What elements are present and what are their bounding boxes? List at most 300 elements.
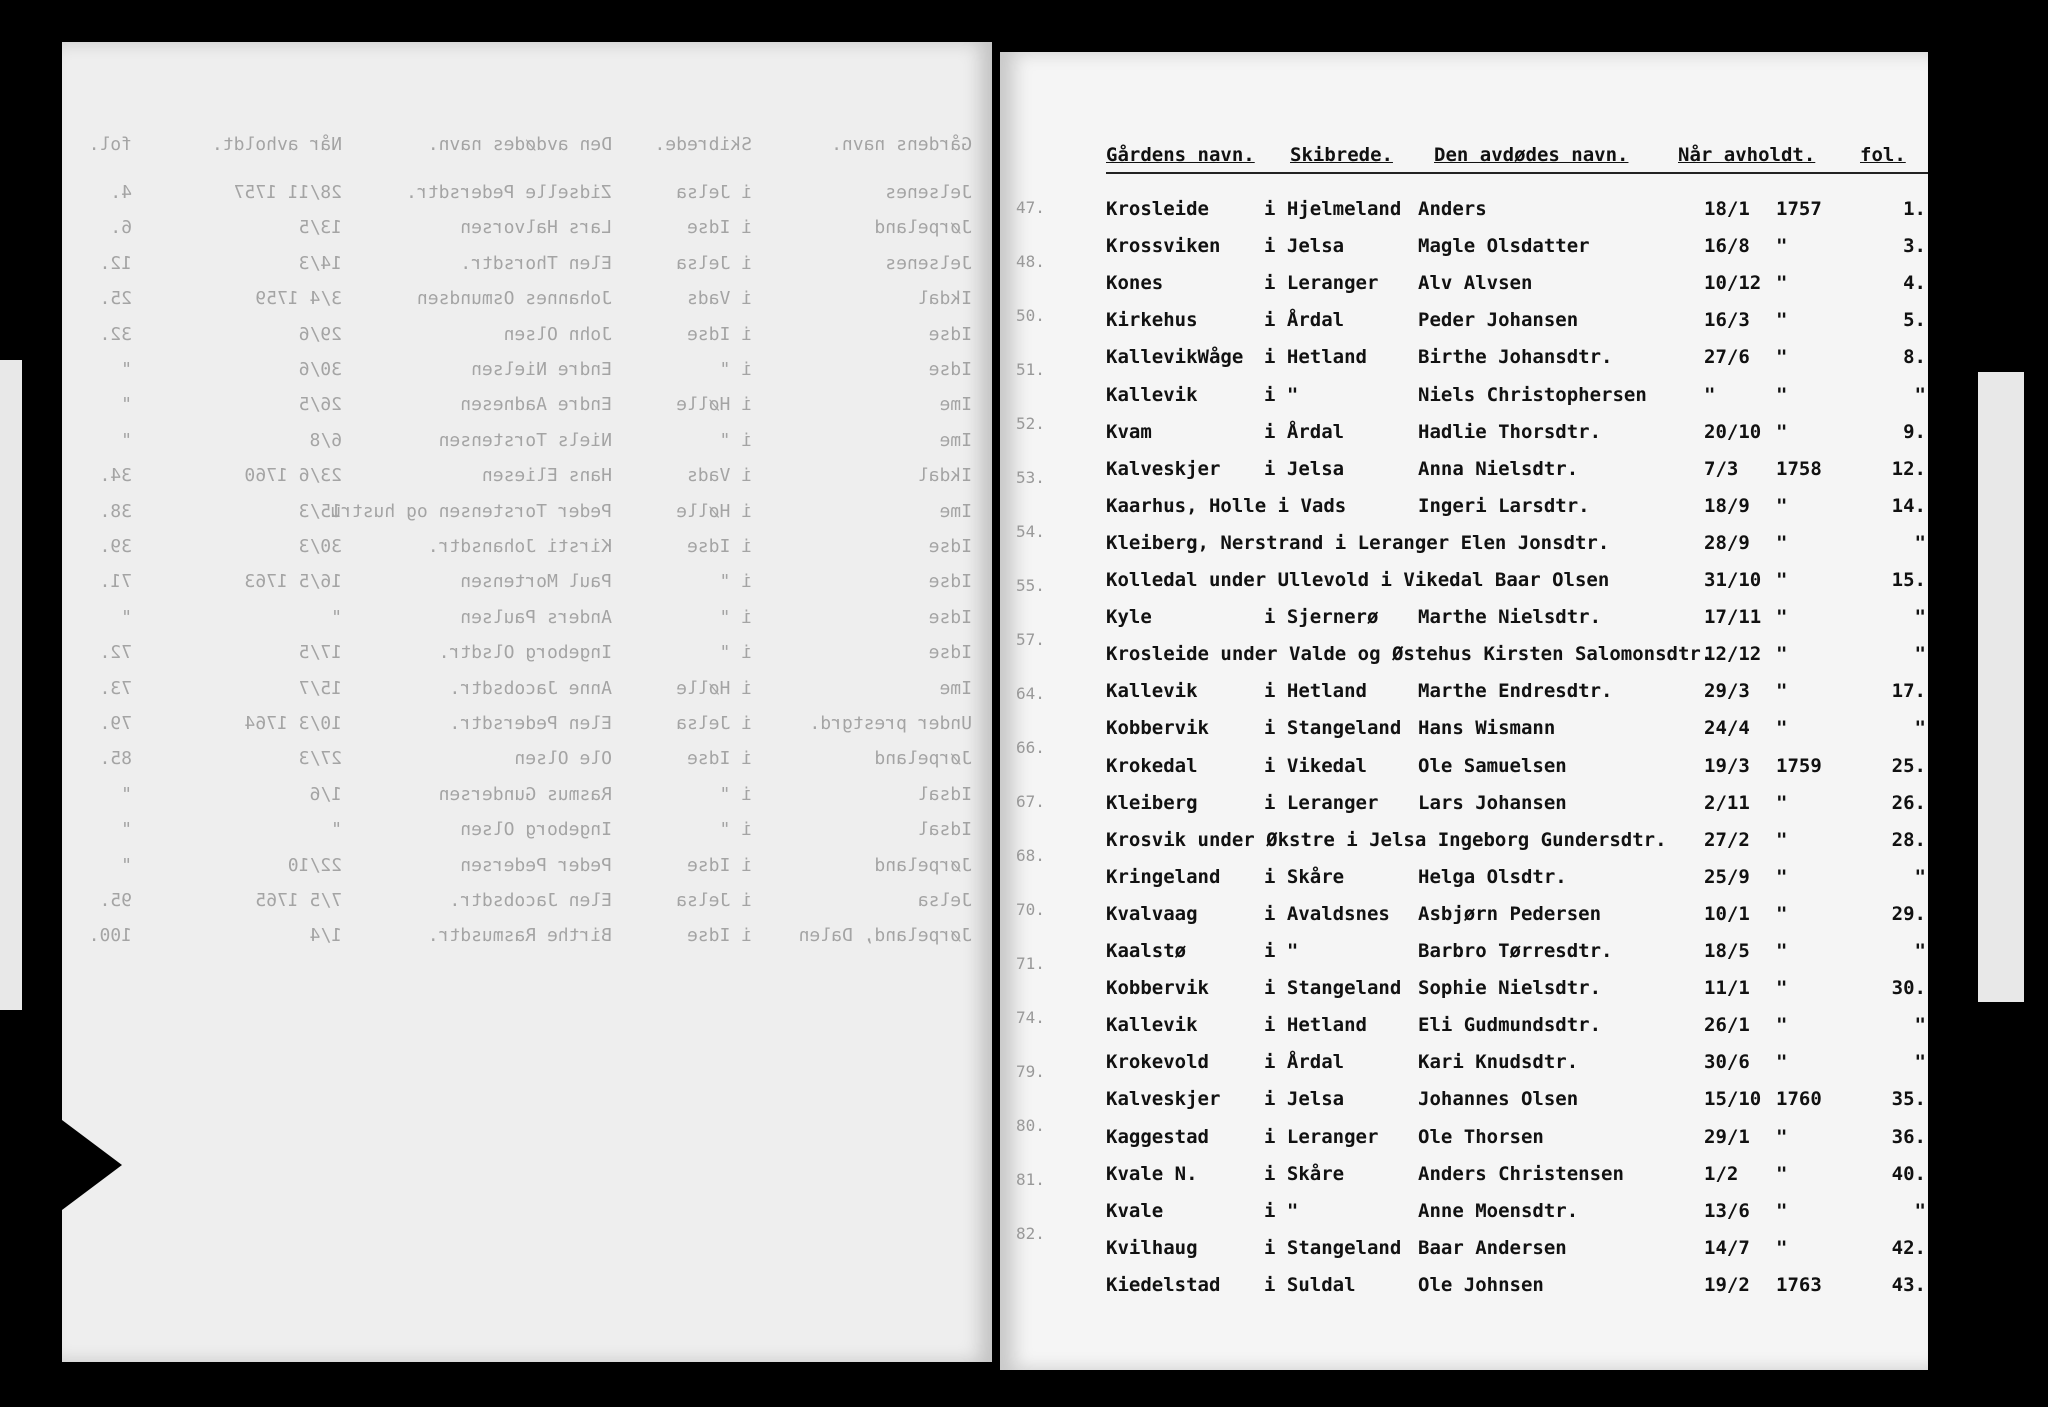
mirrored-cell: Ikdal <box>917 288 972 310</box>
date-held: 28/9 <box>1704 531 1750 554</box>
mirrored-cell: John Olsen <box>503 323 612 345</box>
folio: 9. <box>1903 420 1926 443</box>
mirrored-row <box>62 394 992 418</box>
folio: 17. <box>1891 680 1926 703</box>
date-held: 19/3 <box>1704 754 1750 777</box>
year: 1760 <box>1776 1088 1822 1111</box>
folio: 35. <box>1891 1088 1926 1111</box>
date-held: 10/1 <box>1704 902 1750 925</box>
year: " <box>1776 791 1788 814</box>
mirrored-row <box>62 536 992 560</box>
year: " <box>1776 902 1788 925</box>
mirrored-cell: 79. <box>99 713 132 734</box>
mirrored-cell: i " <box>719 359 752 380</box>
folio: 42. <box>1891 1236 1926 1259</box>
mirrored-cell: Rasmus Gundersen <box>438 783 612 805</box>
folio: " <box>1914 643 1926 666</box>
table-row <box>1000 532 1928 562</box>
deceased-name: Marthe Endresdtr. <box>1418 680 1613 703</box>
deceased-name: Niels Christophersen <box>1418 383 1647 406</box>
year: " <box>1776 828 1788 851</box>
year: " <box>1776 977 1788 1000</box>
mirrored-cell: Elen Thorsdtr. <box>460 252 612 274</box>
deceased-name: Anne Moensdtr. <box>1418 1199 1579 1222</box>
mirrored-row <box>62 819 992 843</box>
deceased-name: Magle Olsdatter <box>1418 235 1590 258</box>
date-held: 25/9 <box>1704 865 1750 888</box>
mirrored-cell: 14/3 <box>298 252 342 274</box>
year: " <box>1776 569 1788 591</box>
mirrored-cell: Ime <box>939 677 972 699</box>
farm-name: Kvilhaug <box>1106 1236 1198 1259</box>
folio: 26. <box>1891 791 1926 814</box>
year: " <box>1776 235 1788 258</box>
mirrored-cell: 72. <box>99 642 132 664</box>
folio: 8. <box>1903 346 1926 369</box>
table-row <box>1000 643 1928 673</box>
folio: 30. <box>1891 977 1926 1000</box>
mirrored-cell: Elen Jacobsdtr. <box>449 890 612 911</box>
year: " <box>1776 1014 1788 1037</box>
mirrored-cell: i Idse <box>686 536 752 557</box>
margin-number: 57. <box>1016 630 1045 649</box>
mirrored-cell: Hans Eliesen <box>481 465 612 487</box>
margin-number: 50. <box>1016 306 1045 325</box>
mirrored-cell: i " <box>719 783 752 805</box>
mirrored-cell: Ime <box>939 394 972 416</box>
mirrored-cell: Peder Pedersen <box>460 854 612 876</box>
mirrored-cell: i Idse <box>686 323 752 345</box>
mirrored-cell: 85. <box>99 748 132 770</box>
mirrored-cell: Elen Pedersdtr. <box>449 713 612 734</box>
mirrored-cell: Jelsa <box>917 890 972 911</box>
mirrored-cell: Ime <box>939 500 972 522</box>
deceased-name: Birthe Johansdtr. <box>1418 346 1613 369</box>
date-held: 15/10 <box>1704 1088 1762 1111</box>
farm-name: Kobbervik <box>1106 977 1209 1000</box>
farm-name: Kringeland <box>1106 865 1221 888</box>
mirrored-cell: Lars Halvorsen <box>460 217 612 239</box>
mirrored-cell: Idse <box>928 642 972 664</box>
header-rule <box>1106 172 1928 174</box>
district: i Stangeland <box>1264 977 1402 1000</box>
table-row <box>1000 1237 1928 1267</box>
district: i Skåre <box>1264 865 1345 888</box>
mirrored-cell: 6/8 <box>309 429 342 451</box>
mirrored-row <box>62 713 992 737</box>
district: i " <box>1264 940 1299 962</box>
mirrored-cell: Idse <box>928 571 972 593</box>
margin-number: 80. <box>1016 1116 1045 1135</box>
farm-name: Kleiberg <box>1106 791 1198 814</box>
date-held: 27/2 <box>1704 828 1750 851</box>
folio: 43. <box>1891 1273 1926 1296</box>
mirrored-cell: 15/7 <box>298 677 342 699</box>
table-row <box>1000 940 1928 970</box>
farm-name: Kiedelstad <box>1106 1273 1221 1296</box>
mirrored-cell: 17/5 <box>298 642 342 664</box>
bleed-through-text <box>62 42 992 1362</box>
table-row <box>1000 792 1928 822</box>
deceased-name: Ole Thorsen <box>1418 1125 1544 1148</box>
table-row <box>1000 198 1928 228</box>
table-row <box>1000 717 1928 747</box>
folio: " <box>1914 531 1926 554</box>
folio: 15. <box>1891 569 1926 591</box>
date-held: 18/9 <box>1704 494 1750 517</box>
mirrored-cell: " <box>121 429 132 451</box>
farm-name: Kaggestad <box>1106 1125 1209 1148</box>
date-held: 16/8 <box>1704 235 1750 258</box>
mirrored-cell: 29/6 <box>298 323 342 345</box>
mirrored-header-farm: Gårdens navn. <box>831 134 972 155</box>
date-held: 29/3 <box>1704 680 1750 703</box>
year: " <box>1776 420 1788 443</box>
date-held: 18/1 <box>1704 198 1750 220</box>
margin-number: 82. <box>1016 1224 1045 1243</box>
date-held: 16/3 <box>1704 309 1750 332</box>
year: " <box>1776 383 1788 406</box>
table-row <box>1000 495 1928 525</box>
entry-line: Kaarhus, Holle i Vads <box>1106 494 1347 517</box>
mirrored-cell: Birthe Rasmusdtr. <box>427 925 612 947</box>
farm-name: Kvam <box>1106 420 1152 443</box>
mirrored-cell: 15/3 <box>298 500 342 522</box>
table-row <box>1000 1274 1928 1304</box>
district: i Hetland <box>1264 1014 1367 1037</box>
mirrored-cell: Jelsenes <box>885 182 972 203</box>
mirrored-cell: i Hølle <box>676 394 752 416</box>
margin-number: 52. <box>1016 414 1045 433</box>
district: i Stangeland <box>1264 717 1402 740</box>
mirrored-row <box>62 288 992 312</box>
farm-name: Kvale <box>1106 1199 1164 1222</box>
mirrored-cell: i Jelsa <box>676 713 752 734</box>
farm-name: Kaalstø <box>1106 940 1187 962</box>
deceased-name: Hadlie Thorsdtr. <box>1418 420 1602 443</box>
year: " <box>1776 865 1788 888</box>
entry-line: Krosleide under Valde og Østehus Kirsten Salomonsdtr. <box>1106 643 1713 666</box>
mirrored-row <box>62 182 992 206</box>
farm-name: Kalveskjer <box>1106 1088 1221 1111</box>
farm-name: Kvale N. <box>1106 1162 1198 1185</box>
mirrored-cell: Ingeborg Olsen <box>460 819 612 841</box>
deceased-name: Baar Andersen <box>1418 1236 1567 1259</box>
table-row <box>1000 866 1928 896</box>
header-farm-name: Gårdens navn. <box>1106 144 1255 166</box>
year: " <box>1776 1236 1788 1259</box>
table-row <box>1000 680 1928 710</box>
header-district: Skibrede. <box>1290 144 1393 166</box>
year: 1763 <box>1776 1273 1822 1296</box>
right-edge-strip <box>1978 372 2024 1002</box>
district: i " <box>1264 1199 1299 1222</box>
mirrored-cell: Jørpeland <box>874 748 972 770</box>
left-edge-strip <box>0 360 22 1010</box>
mirrored-row <box>62 607 992 631</box>
date-held: 30/6 <box>1704 1051 1750 1074</box>
mirrored-row <box>62 430 992 454</box>
mirrored-cell: i Idse <box>686 217 752 239</box>
mirrored-cell: Endre Aadnesen <box>460 394 612 416</box>
table-row <box>1000 384 1928 414</box>
table-row <box>1000 1051 1928 1081</box>
mirrored-cell: Peder Torstensen og hustru <box>330 500 612 522</box>
margin-number: 70. <box>1016 900 1045 919</box>
folio: 28. <box>1891 828 1926 851</box>
mirrored-cell: 28/11 1757 <box>233 182 342 203</box>
mirrored-cell: " <box>121 394 132 416</box>
mirrored-cell: i Idse <box>686 854 752 876</box>
mirrored-cell: " <box>121 359 132 380</box>
district: i Årdal <box>1264 309 1345 332</box>
margin-number: 67. <box>1016 792 1045 811</box>
folio: " <box>1914 1051 1926 1074</box>
margin-number: 71. <box>1016 954 1045 973</box>
mirrored-cell: Ole Olsen <box>514 748 612 770</box>
mirrored-cell: 73. <box>99 677 132 699</box>
date-held: 14/7 <box>1704 1236 1750 1259</box>
mirrored-cell: 30/6 <box>298 359 342 380</box>
header-date-held: Når avholdt. <box>1678 144 1816 166</box>
mirrored-cell: i Idse <box>686 748 752 770</box>
mirrored-cell: i Idse <box>686 925 752 947</box>
date-held: 18/5 <box>1704 940 1750 962</box>
deceased-name: Eli Gudmundsdtr. <box>1418 1014 1602 1037</box>
folio: 29. <box>1891 902 1926 925</box>
mirrored-cell: 32. <box>99 323 132 345</box>
folio: 1. <box>1903 198 1926 220</box>
table-row <box>1000 829 1928 859</box>
table-row <box>1000 569 1928 599</box>
folio: 25. <box>1891 754 1926 777</box>
deceased-name: Marthe Nielsdtr. <box>1418 606 1602 629</box>
year: " <box>1776 531 1788 554</box>
farm-name: Kyle <box>1106 606 1152 629</box>
year: 1757 <box>1776 198 1822 220</box>
table-row <box>1000 977 1928 1007</box>
year: " <box>1776 494 1788 517</box>
year: 1759 <box>1776 754 1822 777</box>
date-held: 10/12 <box>1704 272 1762 295</box>
mirrored-cell: i Hølle <box>676 677 752 699</box>
mirrored-row <box>62 784 992 808</box>
mirrored-cell: Idse <box>928 606 972 628</box>
district: i Sjernerø <box>1264 606 1379 629</box>
deceased-name: Helga Olsdtr. <box>1418 865 1567 888</box>
district: i Jelsa <box>1264 1088 1345 1111</box>
mirrored-cell: 16/5 1763 <box>244 571 342 593</box>
year: " <box>1776 346 1788 369</box>
date-held: 31/10 <box>1704 569 1762 591</box>
date-held: 26/1 <box>1704 1014 1750 1037</box>
mirrored-header-deceased: Den avdødes navn. <box>427 134 612 155</box>
mirrored-cell: Idse <box>928 323 972 345</box>
mirrored-cell: Endre Nielsen <box>471 359 612 380</box>
left-page <box>62 42 992 1362</box>
deceased-name: Anders Christensen <box>1418 1162 1624 1185</box>
mirrored-cell: Johannes Osmundsen <box>416 288 612 310</box>
mirrored-cell: Idsal <box>917 783 972 805</box>
year: " <box>1776 309 1788 332</box>
farm-name: Krossviken <box>1106 235 1221 258</box>
district: i Hjelmeland <box>1264 198 1402 220</box>
date-held: 2/11 <box>1704 791 1750 814</box>
mirrored-cell: 10/3 1764 <box>244 713 342 734</box>
year: " <box>1776 606 1788 629</box>
deceased-name: Alv Alvsen <box>1418 272 1533 295</box>
mirrored-row <box>62 890 992 914</box>
date-held: " <box>1704 383 1716 406</box>
date-held: 19/2 <box>1704 1273 1750 1296</box>
mirrored-cell: " <box>121 783 132 805</box>
margin-number: 68. <box>1016 846 1045 865</box>
folio: " <box>1914 717 1926 740</box>
year: " <box>1776 643 1788 666</box>
district: i Skåre <box>1264 1162 1345 1185</box>
margin-number: 53. <box>1016 468 1045 487</box>
year: 1758 <box>1776 457 1822 480</box>
table-row <box>1000 272 1928 302</box>
district: i Vikedal <box>1264 754 1367 777</box>
district: i Avaldsnes <box>1264 902 1390 925</box>
mirrored-cell: Idse <box>928 359 972 380</box>
table-row <box>1000 309 1928 339</box>
folio: " <box>1914 1199 1926 1222</box>
mirrored-cell: 6. <box>110 217 132 239</box>
folio: 3. <box>1903 235 1926 258</box>
margin-number: 47. <box>1016 198 1045 217</box>
mirrored-cell: 23/6 1760 <box>244 465 342 487</box>
mirrored-cell: Ime <box>939 429 972 451</box>
date-held: 27/6 <box>1704 346 1750 369</box>
deceased-name: Peder Johansen <box>1418 309 1579 332</box>
district: i Leranger <box>1264 272 1379 295</box>
table-row <box>1000 1126 1928 1156</box>
mirrored-cell: i Vads <box>686 465 752 487</box>
year: " <box>1776 680 1788 703</box>
margin-number: 66. <box>1016 738 1045 757</box>
mirrored-row <box>62 925 992 949</box>
mirrored-cell: 39. <box>99 536 132 557</box>
mirrored-cell: Anders Paulsen <box>460 606 612 628</box>
folio: 4. <box>1903 272 1926 295</box>
folio: 40. <box>1891 1162 1926 1185</box>
table-row <box>1000 903 1928 933</box>
mirrored-cell: Jørpeland <box>874 854 972 876</box>
mirrored-cell: 12. <box>99 252 132 274</box>
mirrored-cell: 71. <box>99 571 132 593</box>
mirrored-cell: " <box>121 819 132 841</box>
date-held: 1/2 <box>1704 1162 1739 1185</box>
mirrored-row <box>62 324 992 348</box>
table-row <box>1000 346 1928 376</box>
farm-name: Kallevik <box>1106 1014 1198 1037</box>
mirrored-row <box>62 217 992 241</box>
folio: 12. <box>1891 457 1926 480</box>
mirrored-cell: Anne Jacobsdtr. <box>449 677 612 699</box>
mirrored-cell: i Jelsa <box>676 182 752 203</box>
mirrored-cell: " <box>331 819 342 841</box>
folio: " <box>1914 865 1926 888</box>
mirrored-cell: Zidselle Pedersdtr. <box>406 182 612 203</box>
date-held: 11/1 <box>1704 977 1750 1000</box>
table-row <box>1000 235 1928 265</box>
mirrored-row <box>62 855 992 879</box>
year: " <box>1776 1199 1788 1222</box>
mirrored-cell: Ikdal <box>917 465 972 487</box>
margin-number: 81. <box>1016 1170 1045 1189</box>
farm-name: Kalveskjer <box>1106 457 1221 480</box>
district: i Leranger <box>1264 1125 1379 1148</box>
table-row <box>1000 606 1928 636</box>
table-row <box>1000 1163 1928 1193</box>
right-page <box>1000 52 1928 1370</box>
mirrored-row <box>62 465 992 489</box>
table-row <box>1000 458 1928 488</box>
mirrored-cell: 7/5 1765 <box>255 890 342 911</box>
mirrored-header-held: Når avholdt. <box>211 134 342 155</box>
mirrored-cell: " <box>331 606 342 628</box>
district: i Stangeland <box>1264 1236 1402 1259</box>
mirrored-cell: Idse <box>928 536 972 557</box>
farm-name: Kirkehus <box>1106 309 1198 332</box>
margin-number: 79. <box>1016 1062 1045 1081</box>
mirrored-cell: 3/4 1759 <box>255 288 342 310</box>
mirrored-cell: Ingeborg Olsdtr. <box>438 642 612 664</box>
mirrored-row <box>62 642 992 666</box>
folio: " <box>1914 1014 1926 1037</box>
mirrored-header-row <box>62 134 992 156</box>
deceased-name: Ole Johnsen <box>1418 1273 1544 1296</box>
mirrored-cell: 13/5 <box>298 217 342 239</box>
district: i Jelsa <box>1264 457 1345 480</box>
entry-line: Kleiberg, Nerstrand i Leranger Elen Jonsdtr. <box>1106 531 1610 554</box>
date-held: 7/3 <box>1704 457 1739 480</box>
table-row <box>1000 755 1928 785</box>
mirrored-row <box>62 748 992 772</box>
farm-name: Krokevold <box>1106 1051 1209 1074</box>
mirrored-cell: Kirsti Johansdtr. <box>427 536 612 557</box>
folio: " <box>1914 383 1926 406</box>
mirrored-cell: i " <box>719 429 752 451</box>
deceased-name: Kari Knudsdtr. <box>1418 1051 1579 1074</box>
district: i Årdal <box>1264 420 1345 443</box>
margin-number: 64. <box>1016 684 1045 703</box>
table-row <box>1000 421 1928 451</box>
mirrored-cell: 1/4 <box>309 925 342 947</box>
table-row <box>1000 1014 1928 1044</box>
mirrored-cell: " <box>121 606 132 628</box>
mirrored-cell: 95. <box>99 890 132 911</box>
mirrored-cell: 27/3 <box>298 748 342 770</box>
deceased-name: Sophie Nielsdtr. <box>1418 977 1602 1000</box>
table-row <box>1000 1088 1928 1118</box>
year: " <box>1776 1125 1788 1148</box>
entry-line: Krosvik under Økstre i Jelsa Ingeborg Gundersdtr. <box>1106 828 1667 851</box>
farm-name: Krosleide <box>1106 198 1209 220</box>
mirrored-cell: 4. <box>110 182 132 203</box>
district: i Leranger <box>1264 791 1379 814</box>
mirrored-cell: Paul Mortensen <box>460 571 612 593</box>
mirrored-row <box>62 678 992 702</box>
mirrored-cell: 25. <box>99 288 132 310</box>
mirrored-cell: Niels Torstensen <box>438 429 612 451</box>
mirrored-row <box>62 571 992 595</box>
mirrored-cell: i " <box>719 606 752 628</box>
date-held: 12/12 <box>1704 643 1762 666</box>
farm-name: Krokedal <box>1106 754 1198 777</box>
